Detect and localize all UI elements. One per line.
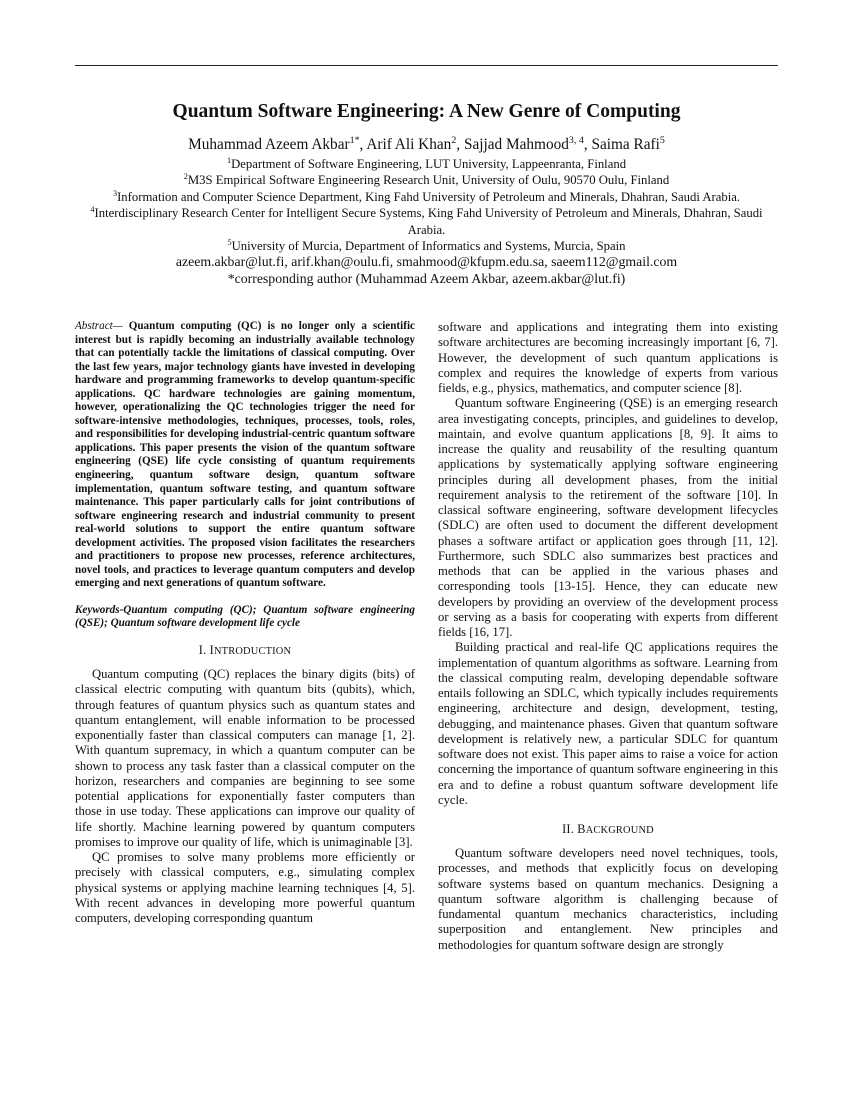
paper-title: Quantum Software Engineering: A New Genre of Computing (172, 101, 681, 122)
section-heading-background: II. BACKGROUND (562, 822, 654, 836)
right-column (438, 320, 778, 953)
paragraph: Building practical and real-life QC applications requires the implementation of quantum algorithms as software. Learning from the classical computing realm, developing dependable software entails following an SDLC, which typically includes requirements engineering, architecture and design, development, testing, debugging, and maintenance phases. Given that quantum software development is relatively new, a particular SDLC for quantum software does not exist. This paper aims to raise a voice for action concerning the importance of quantum software engineering in this era and to define a robust quantum software development life cycle. (438, 640, 778, 807)
affiliation: $^3$Information and Computer Science Department, King Fahd University of Petroleum and Minerals, Dhahran, Saudi Arabia. (112, 188, 741, 204)
keywords: Keywords-Quantum computing (QC); Quantum software engineering (QSE); Quantum software development life cycle (75, 603, 415, 630)
author-affil-mark: 3, 4 (568, 134, 584, 146)
author-affil-mark: 5 (659, 134, 665, 146)
header-rule (75, 65, 778, 66)
abstract (75, 320, 415, 591)
paragraph: Quantum software Engineering (QSE) is an emerging research area investigating concepts, principles, and guidelines to develop, maintain, and evolve quantum applications [8, 9]. It aims to increase the quality and reusability of the resulting quantum applications by systematically applying software engineering principles during all development phases, from the initial requirement analysis to the retirement of the software [10]. In classical software engineering, software development lifecycles (SDLC) are often used to document the different development phases a software artifact or application goes through [11, 12]. Furthermore, such SDLC also summarizes best practices and methods that can be applied in the various phases and corresponding tools [13-15]. Hence, they can educate new developers by providing an overview of the development process or serving as a basis for cooperating with experts from different fields [16, 17]. (438, 396, 778, 639)
author-name: Muhammad Azeem Akbar (188, 136, 350, 153)
section-heading-introduction: I. INTRODUCTION (198, 643, 292, 658)
author-affil-mark: 2 (451, 134, 457, 146)
left-column (75, 320, 415, 926)
author-emails: azeem.akbar@lut.fi, arif.khan@oulu.fi, smahmood@kfupm.edu.sa, saeem112@gmail.com (175, 254, 678, 270)
abstract-lead: Abstract— (75, 320, 123, 332)
paragraph: software and applications and integrating them into existing software architectures are becoming increasingly important [6, 7]. However, the development of such quantum applications is complex and requires the knowledge of experts from various fields, e.g., physics, mathematics, and computer science [8]. (438, 320, 778, 395)
author-affil-mark: 1* (349, 134, 360, 146)
paragraph: QC promises to solve many problems more efficiently or precisely with classical computers, e.g., simulating complex physical systems or applying machine learning techniques [4, 5]. With recent advances in developing more powerful quantum computers, developing corresponding quantum (75, 850, 415, 926)
affiliation: $^1$Department of Software Engineering, LUT University, Lappeenranta, Finland (226, 155, 627, 171)
author-name: Arif Ali Khan (366, 136, 452, 153)
paragraph: Quantum computing (QC) replaces the binary digits (bits) of classical electric computing with quantum bits (qubits), which, through features of quantum physics such as quantum states and quantum entanglement, will enable information to be processed exponentially faster than classical computers can manage [1, 2]. With quantum supremacy, in which a quantum computer can be shown to process any task faster than a classical computer on the horizon, researchers and companies are beginning to see some potential applications for exponentially faster computers than those in use today. These applications can improve our quality of life shortly. Machine learning powered by quantum computers promises to improve our quality of life, which is unimaginable [3]. (75, 667, 415, 849)
affiliation: $^4$Interdisciplinary Research Center for Intelligent Secure Systems, King Fahd University of Petroleum and Minerals, Dhahran, Saudi Arabia. (90, 204, 763, 237)
author-name: Sajjad Mahmood (463, 136, 569, 153)
corresponding-author: *corresponding author (Muhammad Azeem Akbar, azeem.akbar@lut.fi) (227, 270, 626, 286)
affiliations (55, 156, 798, 287)
author-list: Muhammad Azeem Akbar$^{1*}$, Arif Ali Khan$^2$, Sajjad Mahmood$^{3, 4}$, Saima Rafi$^5$ (188, 134, 665, 153)
affiliation: $^5$University of Murcia, Department of Informatics and Systems, Murcia, Spain (227, 237, 626, 254)
affiliation: $^2$M3S Empirical Software Engineering Research Unit, University of Oulu, 90570 Oulu, Finland (183, 172, 670, 188)
abstract-text: Quantum computing (QC) is no longer only a scientific interest but is rapidly becoming an industrially available technology that can potentially tackle the limitations of classical computing. Over the last few years, major technology giants have invested in developing hardware and programming frameworks to develop quantum-specific applications. QC hardware technologies are gaining momentum, however, operationalizing the QC technologies trigger the need for software-intensive methodologies, techniques, processes, tools, roles, and responsibilities for developing industrial-centric quantum software applications. This paper presents the vision of the quantum software engineering (QSE) life cycle consisting of quantum requirements engineering, quantum software design, quantum software implementation, quantum software testing, and quantum software maintenance. This paper particularly calls for joint contributions of software engineering research and industrial community to present real-world solutions to support the entire quantum software development activities. The proposed vision facilitates the researchers and practitioners to propose new processes, reference architectures, novel tools, and practices to leverage quantum computers and develop emerging and next generations of quantum software. (75, 320, 415, 590)
author-name: Saima Rafi (591, 136, 660, 153)
paragraph: Quantum software developers need novel techniques, tools, processes, and methods that explicitly focus on developing software systems based on quantum mechanics. Designing a quantum software algorithm is challenging because of fundamental quantum mechanics characteristics, including superposition and entanglement. New principles and methodologies for quantum software design are strongly (438, 846, 778, 952)
